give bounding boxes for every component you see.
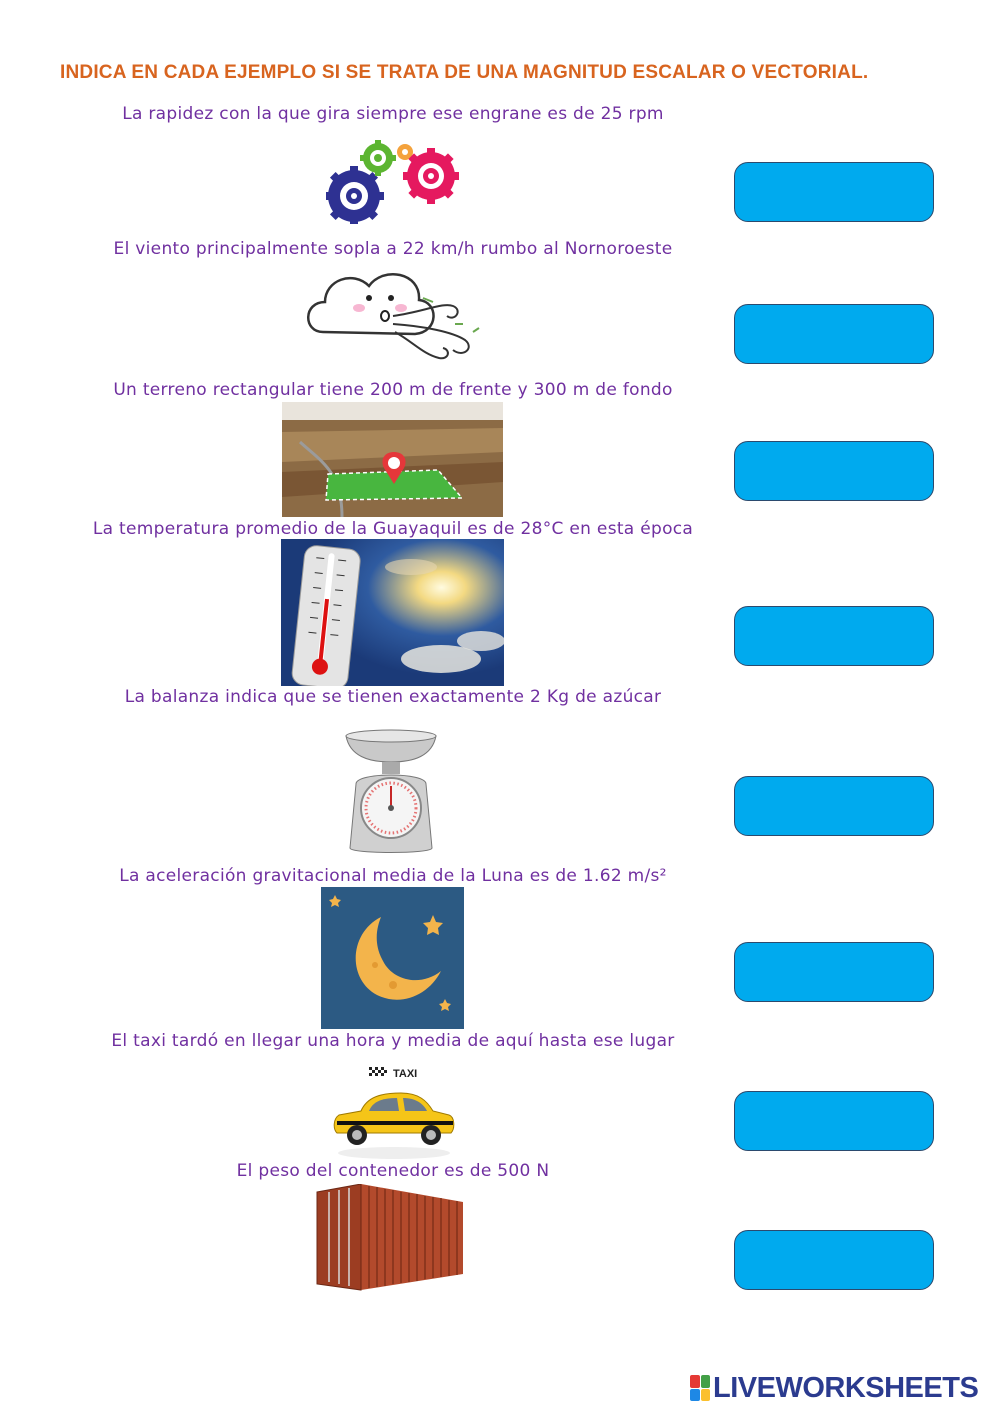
liveworksheets-text: LIVEWORKSHEETS bbox=[713, 1371, 979, 1404]
blowing-cloud-icon bbox=[303, 262, 483, 374]
kitchen-scale-icon bbox=[342, 726, 440, 858]
answer-box-1[interactable] bbox=[734, 162, 934, 222]
land-plot-photo bbox=[282, 402, 503, 517]
mark-square-blue bbox=[690, 1389, 700, 1402]
mark-square-red bbox=[690, 1375, 700, 1388]
thermometer-sky-photo bbox=[281, 539, 504, 686]
moon-night-icon bbox=[321, 887, 464, 1029]
question-8-text: El peso del contenedor es de 500 N bbox=[236, 1161, 550, 1181]
answer-box-8[interactable] bbox=[734, 1230, 934, 1290]
taxi-car-icon bbox=[331, 1063, 457, 1161]
answer-box-4[interactable] bbox=[734, 606, 934, 666]
question-1-text: La rapidez con la que gira siempre ese engrane es de 25 rpm bbox=[122, 104, 664, 124]
liveworksheets-mark-icon bbox=[690, 1375, 710, 1401]
shipping-container-icon bbox=[313, 1184, 465, 1292]
taxi-sign: TAXI bbox=[393, 1068, 418, 1080]
question-2-text: El viento principalmente sopla a 22 km/h rumbo al Nornoroeste bbox=[113, 239, 673, 259]
worksheet-title: INDICA EN CADA EJEMPLO SI SE TRATA DE UNA MAGNITUD ESCALAR O VECTORIAL. bbox=[60, 62, 869, 83]
question-4-text: La temperatura promedio de la Guayaquil es de 28°C en esta época bbox=[92, 519, 694, 539]
answer-box-2[interactable] bbox=[734, 304, 934, 364]
liveworksheets-logo bbox=[690, 1372, 978, 1404]
question-7-text: El taxi tardó en llegar una hora y media de aquí hasta ese lugar bbox=[111, 1031, 675, 1051]
mark-square-yellow bbox=[701, 1389, 711, 1402]
answer-box-7[interactable] bbox=[734, 1091, 934, 1151]
mark-square-green bbox=[701, 1375, 711, 1388]
answer-box-3[interactable] bbox=[734, 441, 934, 501]
answer-box-5[interactable] bbox=[734, 776, 934, 836]
question-5-text: La balanza indica que se tienen exactamente 2 Kg de azúcar bbox=[124, 687, 662, 707]
answer-box-6[interactable] bbox=[734, 942, 934, 1002]
gears-icon bbox=[326, 140, 462, 224]
question-6-text: La aceleración gravitacional media de la Luna es de 1.62 m/s² bbox=[119, 866, 667, 886]
question-3-text: Un terreno rectangular tiene 200 m de frente y 300 m de fondo bbox=[113, 380, 673, 400]
